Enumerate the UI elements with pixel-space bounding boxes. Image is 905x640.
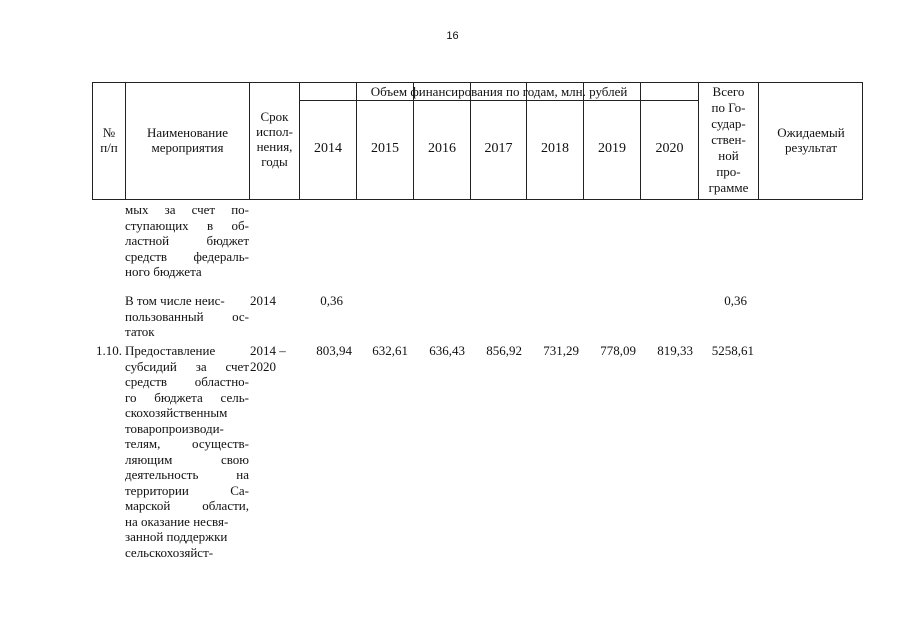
value-2014: 0,36 xyxy=(320,293,343,308)
row-number: 1.10. xyxy=(96,343,122,358)
name-line: товаропроизводи- xyxy=(125,420,224,436)
header-total: Всего по Го- судар- ствен- ной про- грамме xyxy=(708,84,749,195)
value-2016: 636,43 xyxy=(429,343,465,358)
value-2020: 819,33 xyxy=(657,343,693,358)
value-2015: 632,61 xyxy=(372,343,408,358)
row-total: 5258,61 xyxy=(711,343,754,358)
name-line: занной поддержки xyxy=(125,529,228,544)
table-header xyxy=(92,82,863,200)
name-line: ляющим свою xyxy=(125,451,249,467)
header-year-2018: 2018 xyxy=(541,141,569,156)
name-line: ластной бюджет xyxy=(125,233,249,248)
name-line: пользованный ос- xyxy=(125,308,249,324)
header-year-2020: 2020 xyxy=(655,141,684,156)
name-line: Предоставление xyxy=(125,343,216,358)
name-line: марской области, xyxy=(125,498,249,513)
value-2017: 856,92 xyxy=(486,343,522,358)
header-funding-group: Объем финансирования по годам, млн. рублей xyxy=(370,84,628,99)
row-name xyxy=(125,343,249,560)
row-name xyxy=(125,293,249,340)
name-line: территории Са- xyxy=(125,482,249,498)
name-line: на оказание несвя- xyxy=(125,513,229,529)
name-line: мых за счет по- xyxy=(125,202,249,217)
name-line: го бюджета сель- xyxy=(125,389,249,405)
name-line: ного бюджета xyxy=(125,264,202,279)
name-line: средств областно- xyxy=(125,374,249,389)
value-2019: 778,09 xyxy=(600,343,636,358)
header-year-2019: 2019 xyxy=(598,141,626,156)
value-2018: 731,29 xyxy=(543,343,579,358)
page-number: 16 xyxy=(446,30,459,42)
header-name: Наименование мероприятия xyxy=(147,125,228,155)
name-line: скохозяйственным xyxy=(125,405,228,420)
header-year-2015: 2015 xyxy=(371,141,399,156)
row-period: 2014 – 2020 xyxy=(250,343,286,374)
name-line: ступающих в об- xyxy=(125,217,249,233)
name-line: средств федераль- xyxy=(125,248,249,264)
name-line: сельскохозяйст- xyxy=(125,544,214,560)
header-year-2014: 2014 xyxy=(314,141,342,156)
row-name xyxy=(125,202,249,280)
name-line: деятельность на xyxy=(125,467,249,482)
header-result: Ожидаемый результат xyxy=(777,125,845,155)
header-year-2017: 2017 xyxy=(484,141,513,156)
name-line: таток xyxy=(125,324,155,339)
header-period: Срок испол- нения, годы xyxy=(256,109,293,169)
row-total: 0,36 xyxy=(724,293,747,308)
header-number: № п/п xyxy=(100,125,118,155)
name-line: субсидий за счет xyxy=(125,358,249,374)
name-line: В том числе неис- xyxy=(125,293,225,308)
row-period: 2014 xyxy=(250,293,276,308)
header-year-2016: 2016 xyxy=(428,141,456,156)
value-2014: 803,94 xyxy=(316,343,352,358)
name-line: телям, осуществ- xyxy=(125,436,249,451)
